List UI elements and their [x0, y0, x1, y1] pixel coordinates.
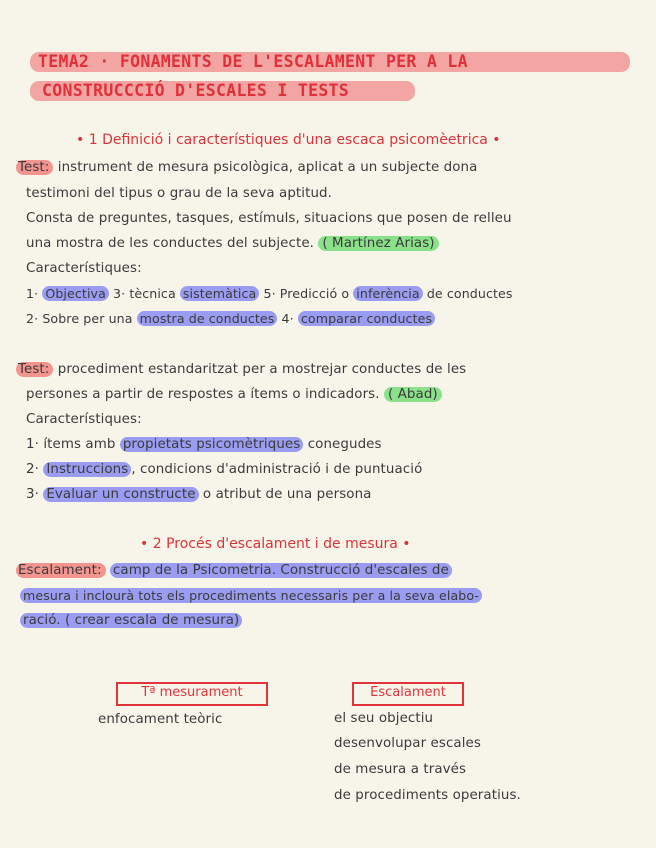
test-tag: Test: — [16, 160, 53, 175]
escalament-line1 — [16, 563, 452, 578]
def2-text: procediment estandaritzat per a mostrejar conductes de les — [53, 362, 467, 377]
highlight: comparar conductes — [298, 311, 435, 326]
def1-line4 — [26, 236, 439, 251]
list-text: 2· Sobre per una — [26, 311, 137, 326]
scaling-text-line-3: de mesura a través — [334, 762, 467, 777]
scaling-text-line-2: desenvolupar escales — [334, 736, 481, 751]
highlight: camp de la Psicometria. Construcció d'escales de — [110, 563, 452, 578]
highlight: propietats psicomètriques — [120, 437, 304, 452]
scaling-text-line-4: de procediments operatius. — [334, 788, 521, 803]
list-text: , condicions d'administració i de puntuació — [131, 462, 423, 477]
highlight: Objectiva — [42, 286, 109, 301]
list-number: 4· — [277, 311, 298, 326]
page-title: TEMA2 · FONAMENTS DE L'ESCALAMENT PER A LA — [38, 52, 468, 71]
list-text: o atribut de una persona — [198, 487, 372, 502]
list-text: 3· tècnica — [108, 286, 180, 301]
def1-line2: testimoni del tipus o grau de la seva aptitud. — [26, 186, 332, 201]
escalament-tag: Escalament: — [16, 563, 106, 578]
scaling-box: Escalament — [352, 682, 464, 706]
highlight: inferència — [353, 286, 422, 301]
characteristics-row-1 — [26, 286, 513, 301]
highlight: Evaluar un constructe — [43, 487, 198, 502]
def2-line1 — [16, 362, 466, 377]
def1-text: instrument de mesura psicològica, aplicat a un subjecte dona — [53, 160, 478, 175]
list-number: 1· — [26, 286, 43, 301]
escalament-line3 — [20, 613, 242, 628]
list-text: 1· ítems amb — [26, 437, 120, 452]
highlight: mostra de conductes — [137, 311, 278, 326]
list-text: conegudes — [303, 437, 382, 452]
highlight: ració. ( crear escala de mesura) — [20, 613, 242, 628]
scaling-text-line-1: el seu objectiu — [334, 711, 434, 726]
section-1-heading: • 1 Definició i característiques d'una escaca psicomèetrica • — [76, 132, 501, 148]
page-title-line2: CONSTRUCCCIÓ D'ESCALES I TESTS — [42, 81, 350, 100]
list-text: 5· Predicció o — [259, 286, 354, 301]
characteristics-label: Característiques: — [26, 261, 142, 276]
def2-text: persones a partir de respostes a ítems o indicadors. — [26, 387, 384, 402]
list-text: 3· — [26, 487, 44, 502]
section-2-heading: • 2 Procés d'escalament i de mesura • — [140, 536, 411, 552]
highlight: mesura i inclourà tots els procediments necessaris per a la seva elabo- — [20, 588, 482, 603]
def1-text: una mostra de les conductes del subjecte. — [26, 236, 319, 251]
highlight: sistemàtica — [180, 286, 259, 301]
def2-item-2 — [26, 462, 422, 477]
def2-line2 — [26, 387, 442, 402]
characteristics-row-2 — [26, 311, 435, 326]
test-tag: Test: — [16, 362, 53, 377]
list-text: de conductes — [422, 286, 513, 301]
def1-line1 — [16, 160, 477, 175]
measurement-theory-text: enfocament teòric — [98, 712, 223, 727]
def1-line3: Consta de preguntes, tasques, estímuls, situacions que posen de relleu — [26, 211, 512, 226]
list-text: 2· — [26, 462, 44, 477]
citation-highlight: ( Martínez Arias) — [318, 236, 438, 251]
escalament-line2 — [20, 588, 482, 603]
highlight: Instruccions — [43, 462, 131, 477]
characteristics-label: Característiques: — [26, 412, 142, 427]
measurement-theory-box: Tª mesurament — [116, 682, 268, 706]
citation-highlight: ( Abad) — [384, 387, 442, 402]
def2-item-1 — [26, 437, 382, 452]
def2-item-3 — [26, 487, 371, 502]
